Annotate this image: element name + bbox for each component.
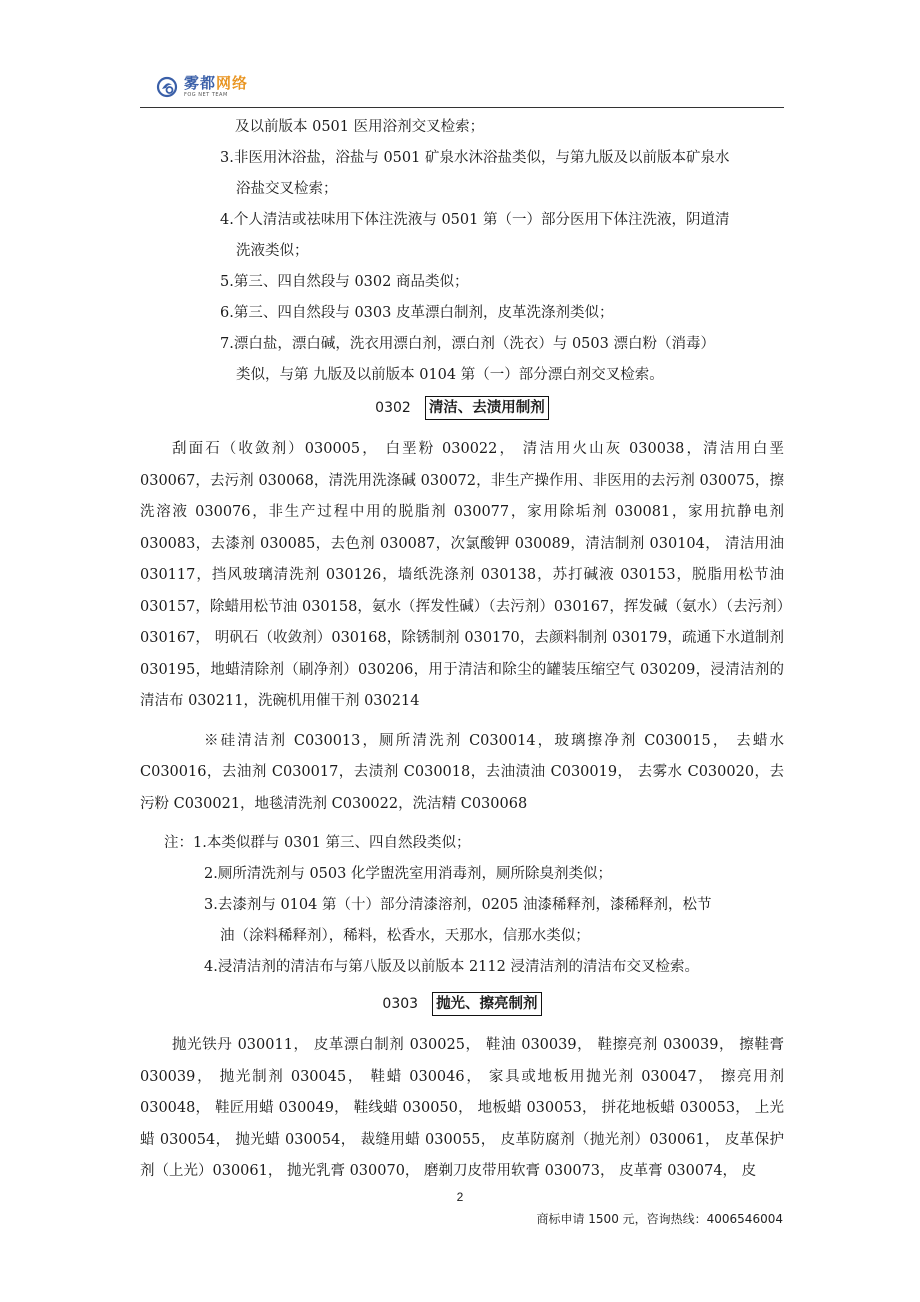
header-divider [140,107,784,108]
text-line: 浴盐交叉检索； [236,181,338,197]
logo [156,72,248,102]
section-title: 清洁、去渍用制剂 [425,396,549,420]
section-heading-0303 [140,989,784,1020]
note-line: 4.浸清洁剂的清洁布与第八版及以前版本 2112 浸清洁剂的清洁布交叉检索。 [204,959,699,975]
section-title: 抛光、擦亮制剂 [432,992,542,1016]
section-star-0302: ※硅清洁剂 C030013，厕所清洗剂 C030014，玻璃擦净剂 C030015， 去蜡水 C030016，去油剂 C030017，去渍剂 C030018，去油渍油 C030019， 去雾水 C030020，去污粉 C030021，地毯清洗剂 C030022，洗洁精 C030068 [140,732,784,812]
note-line: 油（涂料稀释剂），稀料，松香水，天那水，信那水类似； [220,928,590,944]
section-body-0302: 刮面石（收敛剂）030005， 白垩粉 030022， 清洁用火山灰 030038，清洁用白垩 030067，去污剂 030068，清洗用洗涤碱 030072，非生产操作用、非医用的去污剂 030075，擦洗溶液 030076，非生产过程中用的脱脂剂 030077，家用除垢剂 030081，家用抗静电剂 030083，去漆剂 030085，去色剂 030087，次氯酸钾 030089，清洁制剂 030104， 清洁用油 030117，挡风玻璃清洗剂 030126，墙纸洗涤剂 030138，苏打碱液 030153，脱脂用松节油 030157，除蜡用松节油 030158，氨水（挥发性碱）（去污剂）030167，挥发碱（氨水）（去污剂）030167， 明矾石（收敛剂）030168，除锈制剂 030170，去颜料制剂 030179，疏通下水道制剂 030195，地蜡清除剂（刷净剂）030206，用于清洁和除尘的罐装压缩空气 030209，浸清洁剂的清洁布 030211，洗碗机用催干剂 030214 [140,441,784,709]
text-line: 类似，与第 九版及以前版本 0104 第（一）部分漂白剂交叉检索。 [236,367,664,383]
note-line: 3.去漆剂与 0104 第（十）部分清漆溶剂，0205 油漆稀释剂，漆稀释剂，松节 [204,897,712,913]
logo-icon [156,76,178,98]
section-code: 0303 [382,996,419,1012]
logo-text-b: 网络 [216,74,249,92]
section-heading-0302 [140,393,784,424]
page-number: 2 [456,1190,464,1204]
footer-contact: 商标申请 1500 元，咨询热线：4006546004 [536,1212,783,1226]
text-line: 3.非医用沐浴盐，浴盐与 0501 矿泉水沐浴盐类似，与第九版及以前版本矿泉水 [220,150,730,166]
note-line: 注：1.本类似群与 0301 第三、四自然段类似； [164,835,471,851]
page-header [140,68,784,108]
section-code: 0302 [375,400,411,416]
text-line: 6.第三、四自然段与 0303 皮革漂白制剂，皮革洗涤剂类似； [220,305,614,321]
logo-subtext: FOG NET TEAM [184,92,228,98]
text-line: 洗液类似； [236,243,309,259]
section-body-0303: 抛光铁丹 030011， 皮革漂白制剂 030025， 鞋油 030039， 鞋擦亮剂 030039， 擦鞋膏 030039， 抛光制剂 030045， 鞋蜡 030046， 家具或地板用抛光剂 030047， 擦亮用剂 030048， 鞋匠用蜡 030049， 鞋线蜡 030050， 地板蜡 030053， 拼花地板蜡 030053， 上光蜡 030054， 抛光蜡 030054， 裁缝用蜡 030055， 皮革防腐剂（抛光剂）030061， 皮革保护剂（上光）030061， 抛光乳膏 030070， 磨剃刀皮带用软膏 030073， 皮革膏 030074， 皮 [140,1037,784,1179]
document-body [140,112,784,1188]
text-line: 4.个人清洁或祛味用下体注洗液与 0501 第（一）部分医用下体注洗液，阴道清 [220,212,730,228]
text-line: 5.第三、四自然段与 0302 商品类似； [220,274,469,290]
logo-text-a: 雾都 [184,74,217,92]
note-line: 2.厕所清洗剂与 0503 化学盥洗室用消毒剂，厕所除臭剂类似； [204,866,612,882]
text-line: 7.漂白盐，漂白碱，洗衣用漂白剂，漂白剂（洗衣）与 0503 漂白粉（消毒） [220,336,715,352]
text-line: 及以前版本 0501 医用浴剂交叉检索； [235,119,485,135]
